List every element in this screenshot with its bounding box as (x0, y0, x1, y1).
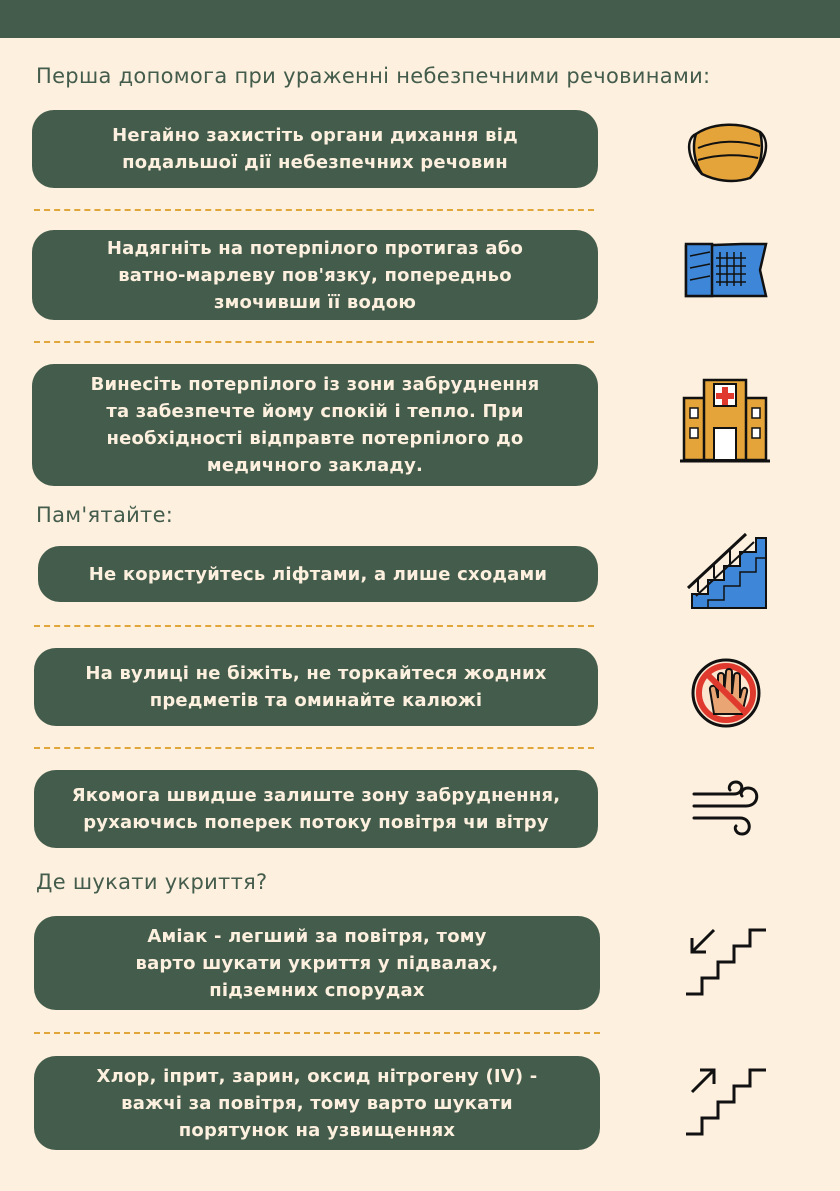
gauze-bandage-icon (680, 238, 772, 306)
card-no-elevators (38, 546, 598, 602)
divider (34, 341, 594, 343)
card-do-not-run (34, 648, 598, 726)
staircase-icon (684, 530, 770, 616)
card-leave-contaminated-zone (34, 770, 598, 848)
card-text: Хлор, іприт, зарин, оксид нітрогену (IV) - важчі за повітря, тому варто шукати порятунок на узвищеннях (96, 1065, 538, 1141)
face-mask-icon (684, 118, 770, 188)
stairs-up-icon (682, 1064, 768, 1142)
wind-icon (690, 780, 764, 840)
divider (34, 209, 594, 211)
section-heading-first-aid: Перша допомога при ураженні небезпечними речовинами: (36, 64, 711, 88)
section-heading-where-to-shelter: Де шукати укриття? (36, 870, 268, 894)
top-banner (0, 0, 840, 38)
divider (34, 747, 594, 749)
card-gas-mask (32, 230, 598, 320)
card-text: Аміак - легший за повітря, тому варто шукати укриття у підвалах, підземних спорудах (135, 925, 499, 1001)
card-protect-airways (32, 110, 598, 188)
card-text: Не користуйтесь ліфтами, а лише сходами (88, 563, 548, 585)
divider (34, 1032, 600, 1034)
card-text: Надягніть на потерпілого протигаз або ватно-марлеву пов'язку, попередньо змочивши її водою (106, 237, 524, 313)
stairs-down-icon (682, 924, 768, 1002)
card-text: На вулиці не біжіть, не торкайтеся жодних предметів та оминайте калюжі (85, 663, 547, 711)
section-heading-remember: Пам'ятайте: (36, 503, 174, 527)
no-touch-icon (684, 654, 768, 736)
card-ammonia (34, 916, 600, 1010)
card-evacuate-victim (32, 364, 598, 486)
hospital-icon (678, 376, 772, 468)
card-text: Негайно захистіть органи дихання від подальшої дії небезпечних речовин (112, 125, 518, 173)
card-text: Якомога швидше залиште зону забруднення, рухаючись поперек потоку повітря чи вітру (71, 785, 561, 833)
divider (34, 625, 594, 627)
card-text: Винесіть потерпілого із зони забруднення та забезпечте йому спокій і тепло. При необхідності відправте потерпілого до медичного закладу. (90, 374, 540, 476)
card-chlorine (34, 1056, 600, 1150)
